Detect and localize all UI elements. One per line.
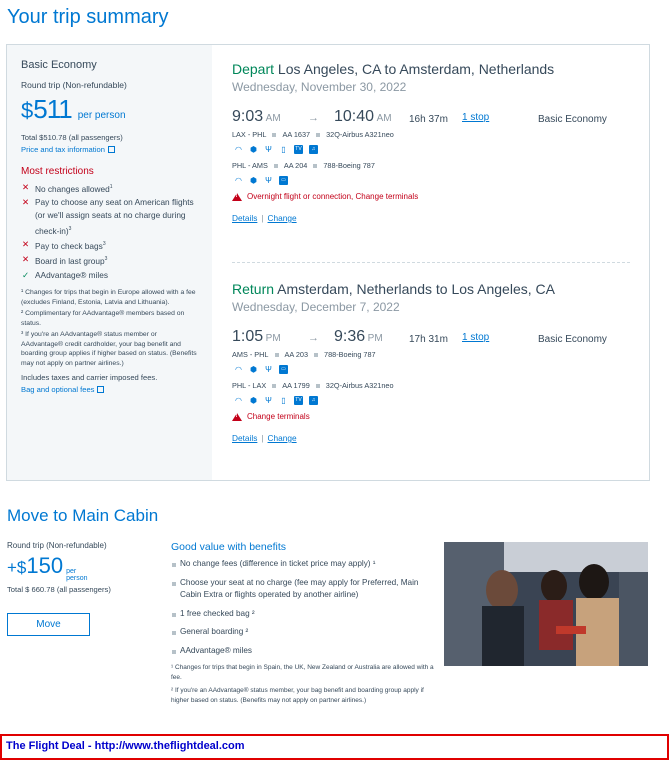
warning	[232, 412, 632, 421]
segment-divider	[232, 262, 630, 263]
x-icon: ✕	[22, 181, 30, 192]
main-cabin-title: Move to Main Cabin	[7, 506, 159, 525]
return-times	[232, 328, 632, 350]
trip-type: Round trip (Non-refundable)	[21, 80, 127, 90]
restrictions-title: Most restrictions	[21, 165, 94, 177]
tv-icon: TV	[295, 146, 302, 152]
power-icon: ⬢	[250, 176, 257, 185]
usb-icon: Ψ	[265, 145, 272, 154]
leg	[232, 350, 632, 359]
leg	[232, 161, 632, 170]
details-link[interactable]: Details	[232, 213, 258, 223]
amenities	[234, 365, 632, 374]
wifi-icon: ◠	[235, 365, 242, 374]
price-prefix: +$	[7, 558, 27, 577]
time-value: 10:40	[334, 108, 375, 125]
restriction-label: AAdvantage® miles	[35, 269, 108, 280]
flight-deal-banner[interactable]	[0, 734, 669, 760]
change-link[interactable]: Change	[267, 213, 297, 223]
restriction-item	[21, 238, 198, 253]
wifi-icon: ◠	[235, 176, 242, 185]
wifi-icon: ◠	[235, 396, 242, 405]
usb-icon: Ψ	[265, 365, 272, 374]
footnote: ¹ Changes for trips that begin in Spain, the UK, New Zealand or Australia are allowed with a fee.	[171, 664, 434, 681]
x-icon: ✕	[22, 239, 30, 250]
return-label: Return	[232, 281, 275, 297]
price-per-person: per person	[66, 568, 88, 582]
footnote: ³ If you're an AAdvantage® status member or AAdvantage® credit cardholder, your bag benefit and boarding group applies if higher based on status. (Benefits may not apply on partner airlines.)	[21, 331, 197, 367]
upgrade-price	[7, 553, 167, 582]
warning-icon	[232, 413, 242, 421]
benefits-panel	[171, 541, 441, 707]
time-ampm: AM	[265, 113, 281, 124]
amenities	[234, 176, 632, 185]
tv-icon: TV	[295, 397, 302, 403]
segment-links	[232, 213, 632, 223]
bag-fees-link-label: Bag and optional fees	[21, 384, 95, 394]
restriction-sup: 3	[102, 241, 106, 248]
restriction-label: Pay to choose any seat on American flights (or we'll assign seats at no charge during check-in)	[35, 196, 194, 236]
external-link-icon	[108, 146, 115, 153]
time-value: 9:03	[232, 108, 264, 125]
duration: 17h 31m	[409, 334, 448, 345]
main-cabin-price	[7, 541, 167, 596]
amenities	[234, 396, 632, 405]
time-ampm: PM	[265, 333, 281, 344]
restriction-item	[21, 196, 198, 238]
restrictions-list	[21, 181, 198, 283]
usb-icon: Ψ	[265, 176, 272, 185]
banner-text: The Flight Deal - http://www.theflightdeal.com	[6, 740, 245, 752]
leg-flight: AA 203	[284, 350, 309, 359]
benefit-item: General boarding ²	[171, 626, 441, 639]
leg	[232, 130, 632, 139]
checkmark-icon: ✓	[22, 269, 30, 280]
duration: 16h 37m	[409, 114, 448, 125]
x-icon: ✕	[22, 254, 30, 265]
stops-link[interactable]: 1 stop	[462, 112, 490, 123]
cabin: Basic Economy	[538, 334, 607, 345]
depart-heading	[232, 61, 632, 77]
footnotes	[21, 288, 198, 368]
benefit-item: Choose your seat at no charge (fee may apply for Preferred, Main Cabin Extra or flights operated by another airline)	[171, 577, 441, 602]
arrival-time	[334, 108, 392, 126]
leg-flight: AA 204	[283, 161, 308, 170]
restriction-label: Board in last group	[35, 256, 105, 267]
x-icon: ✕	[22, 196, 30, 207]
separator-dot	[316, 384, 320, 388]
time-ampm: PM	[367, 333, 383, 344]
price-tax-link-label: Price and tax information	[21, 144, 105, 154]
price-amount: 150	[26, 553, 64, 578]
separator-dot	[313, 164, 317, 168]
price	[21, 94, 198, 125]
time-ampm: AM	[376, 113, 392, 124]
arrow-right-icon: →	[308, 112, 319, 124]
fare-summary-panel	[7, 45, 212, 480]
bag-fees-link[interactable]	[21, 385, 104, 394]
power-icon: ⬢	[250, 145, 257, 154]
leg-flight: AA 1799	[282, 381, 310, 390]
total-price: Total $510.78 (all passengers)	[21, 133, 123, 142]
restriction-item	[21, 269, 198, 283]
warning-text: Overnight flight or connection, Change terminals	[247, 192, 419, 201]
change-link[interactable]: Change	[267, 433, 297, 443]
arrow-right-icon: →	[308, 332, 319, 344]
page-title: Your trip summary	[7, 6, 169, 28]
benefit-item: AAdvantage® miles	[171, 645, 441, 658]
segment-links	[232, 433, 632, 443]
leg-aircraft: 32Q-Airbus A321neo	[326, 130, 394, 139]
passengers-image	[444, 542, 648, 666]
footnote: ¹ Changes for trips that begin in Europe allowed with a fee (excludes Finland, Estonia, Latvia and Lithuania).	[21, 289, 196, 306]
leg-flight: AA 1637	[282, 130, 311, 139]
time-value: 9:36	[334, 328, 366, 345]
depart-label: Depart	[232, 61, 275, 77]
price-per-person: per person	[77, 110, 126, 121]
depart-segment	[232, 61, 632, 223]
benefit-item: 1 free checked bag ²	[171, 608, 441, 621]
restriction-sup: 3	[68, 225, 72, 232]
seatback-screen-icon: ▭	[279, 365, 288, 374]
restriction-sup: 1	[109, 183, 113, 190]
entertainment-icon: ♫	[309, 145, 318, 154]
return-route: Amsterdam, Netherlands to Los Angeles, CA	[277, 281, 555, 297]
total-price: Total $ 660.78 (all passengers)	[7, 585, 111, 594]
amenities	[234, 145, 632, 154]
price-amount: 511	[33, 94, 72, 124]
separator-dot	[316, 133, 320, 137]
restriction-sup: 3	[104, 256, 108, 263]
link-separator: |	[261, 433, 264, 443]
separator-dot	[314, 353, 318, 357]
footnote: ² If you're an AAdvantage® status member, your bag benefit and boarding group apply if higher based on status. (Benefits may not apply on partner airlines.)	[171, 687, 424, 704]
entertainment-icon: ♫	[309, 396, 318, 405]
benefits-list	[171, 558, 441, 657]
fare-name: Basic Economy	[21, 59, 97, 71]
cabin: Basic Economy	[538, 114, 607, 125]
external-link-icon	[97, 386, 104, 393]
warning-text: Change terminals	[247, 412, 310, 421]
footnote: ² Complimentary for AAdvantage® members based on status.	[21, 310, 185, 327]
separator-dot	[275, 353, 279, 357]
trip-type: Round trip (Non-refundable)	[7, 541, 107, 550]
leg-route: PHL - LAX	[232, 381, 267, 390]
power-icon: ⬢	[250, 396, 257, 405]
depart-date: Wednesday, November 30, 2022	[232, 80, 407, 94]
seatback-screen-icon: ▭	[279, 176, 288, 185]
leg-route: LAX - PHL	[232, 130, 267, 139]
benefits-title: Good value with benefits	[171, 541, 286, 553]
separator-dot	[272, 133, 276, 137]
separator-dot	[272, 384, 276, 388]
separator-dot	[274, 164, 278, 168]
depart-time	[232, 328, 281, 346]
usb-icon: Ψ	[265, 396, 272, 405]
return-segment	[232, 281, 632, 443]
benefit-item: No change fees (difference in ticket price may apply) ¹	[171, 558, 441, 571]
wifi-icon: ◠	[235, 145, 242, 154]
time-value: 1:05	[232, 328, 264, 345]
warning-icon	[232, 193, 242, 201]
return-date: Wednesday, December 7, 2022	[232, 300, 400, 314]
taxes-note: Includes taxes and carrier imposed fees.	[21, 373, 158, 383]
leg-aircraft: 788-Boeing 787	[323, 161, 375, 170]
leg-aircraft: 32Q-Airbus A321neo	[325, 381, 394, 390]
depart-time	[232, 108, 281, 126]
trip-summary-card	[6, 44, 650, 481]
return-heading	[232, 281, 632, 297]
restriction-item	[21, 253, 198, 268]
leg-route: AMS - PHL	[232, 350, 269, 359]
restriction-label: Pay to check bags	[35, 240, 103, 251]
leg	[232, 381, 632, 390]
arrival-time	[334, 328, 383, 346]
cabin-photo	[444, 542, 648, 666]
move-button[interactable]: Move	[7, 613, 90, 636]
price-tax-link[interactable]	[21, 145, 115, 154]
phone-icon: ▯	[281, 396, 286, 405]
details-link[interactable]: Details	[232, 433, 258, 443]
restriction-label: No changes allowed	[35, 183, 110, 194]
link-separator: |	[261, 213, 264, 223]
power-icon: ⬢	[250, 365, 257, 374]
phone-icon: ▯	[281, 145, 286, 154]
leg-aircraft: 788-Boeing 787	[324, 350, 376, 359]
leg-route: PHL - AMS	[232, 161, 268, 170]
warning	[232, 192, 632, 201]
stops-link[interactable]: 1 stop	[462, 332, 490, 343]
restriction-item	[21, 181, 198, 196]
footnotes	[171, 663, 441, 705]
depart-times	[232, 108, 632, 130]
price-symbol: $	[21, 98, 34, 123]
depart-route: Los Angeles, CA to Amsterdam, Netherlands	[277, 61, 555, 77]
